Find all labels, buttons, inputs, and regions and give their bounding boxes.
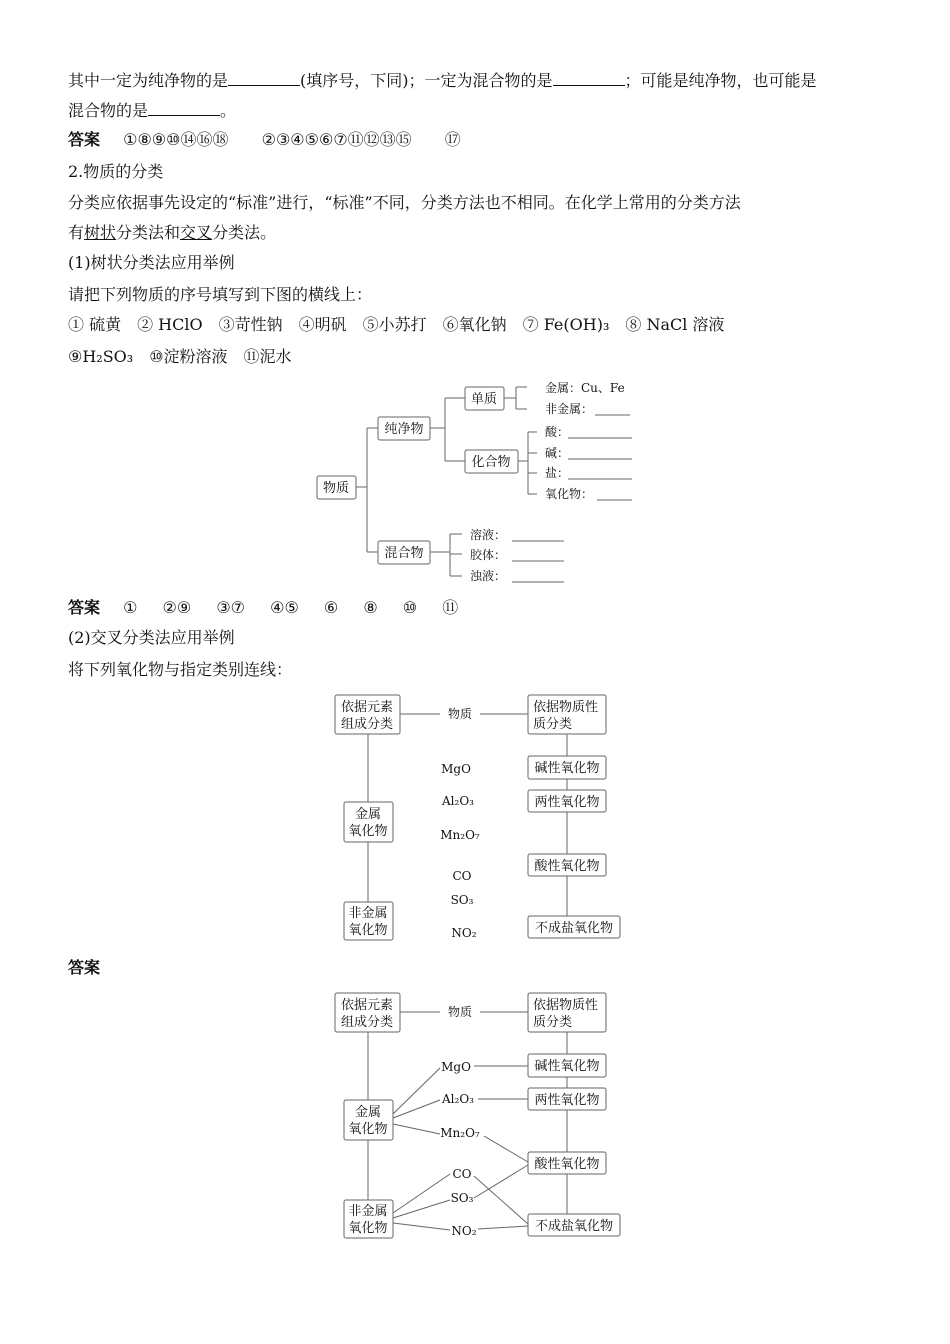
left-top-label: 组成分类 — [340, 717, 394, 732]
answer-item: ⑪ — [442, 598, 459, 617]
oxide-formula: Mn₂O₇ — [440, 828, 480, 842]
metal-oxide-label: 金属 — [354, 807, 382, 822]
text-run: 有 — [68, 223, 85, 242]
oxide-formula: SO₃ — [450, 893, 474, 907]
answer-2 — [68, 598, 478, 618]
basic-label: 碱性氧化物 — [534, 761, 600, 776]
mixture-label: 混合物 — [384, 546, 424, 561]
solution-label: 溶液： — [470, 528, 507, 542]
section-paragraph: 分类应依据事先设定的“标准”进行，“标准”不同，分类方法也不相同。在化学上常用的分类方法 — [68, 193, 741, 212]
intro-text-5: 。 — [220, 101, 237, 120]
nonmetal-oxide-label: 非金属 — [348, 1204, 388, 1219]
section-title: 2.物质的分类 — [68, 162, 164, 181]
answer-label: 答案 — [68, 598, 101, 617]
text-run: 分类法和 — [116, 223, 181, 242]
instruction: 请把下列物质的序号填写到下图的横线上： — [68, 285, 373, 304]
substance-list-1: ① 硫黄 ② HClO ③苛性钠 ④明矾 ⑤小苏打 ⑥氧化钠 ⑦ Fe(OH)₃ ⑧ NaCl 溶液 — [68, 315, 725, 334]
answer-item: ③⑦ — [216, 598, 246, 617]
nonsalt-label: 不成盐氧化物 — [534, 921, 614, 936]
answer-item: ① — [123, 598, 138, 617]
right-top-label: 依据物质性 — [533, 700, 599, 715]
nonmetal-label: 非金属： — [545, 402, 594, 416]
oxide-formula: Mn₂O₇ — [440, 1126, 480, 1140]
pure-label: 纯净物 — [384, 422, 424, 437]
colloid-label: 胶体： — [470, 548, 507, 562]
answer-label: 答案 — [68, 130, 101, 149]
intro-text-4: 混合物的是 — [68, 101, 149, 120]
left-top-label: 依据元素 — [340, 700, 394, 715]
nonsalt-label: 不成盐氧化物 — [534, 1219, 614, 1234]
section-paragraph-2 — [68, 223, 276, 243]
cross-lines — [368, 1012, 567, 1214]
answer-item: ②⑨ — [162, 598, 192, 617]
nonmetal-oxide-label: 氧化物 — [348, 1221, 388, 1236]
oxide-formula: MgO — [441, 762, 471, 776]
cross-lines — [368, 714, 567, 916]
intro-line-1 — [68, 70, 817, 91]
metal-oxide-label: 金属 — [354, 1105, 382, 1120]
nonmetal-oxide-label: 氧化物 — [348, 923, 388, 938]
subsection-title: (1)树状分类法应用举例 — [68, 253, 235, 272]
right-top-label: 质分类 — [533, 1015, 573, 1030]
right-top-label: 依据物质性 — [533, 998, 599, 1013]
text-run: 分类法。 — [212, 223, 277, 242]
basic-label: 碱性氧化物 — [534, 1059, 600, 1074]
answer-connection-lines — [393, 1066, 528, 1230]
answer-label: 答案 — [68, 958, 101, 977]
oxide-label: 氧化物： — [545, 487, 594, 501]
answer-item: ①⑧⑨⑩⑭⑯⑱ — [123, 130, 229, 149]
substance-list-2: ⑨H₂SO₃ ⑩淀粉溶液 ⑪泥水 — [68, 347, 292, 366]
base-label: 碱： — [545, 446, 570, 460]
intro-text-3: ；可能是纯净物，也可能是 — [624, 71, 817, 90]
nonmetal-oxide-label: 非金属 — [348, 906, 388, 921]
salt-label: 盐： — [545, 466, 570, 480]
amphoteric-label: 两性氧化物 — [534, 1093, 600, 1108]
element-label: 单质 — [470, 392, 498, 407]
cross-diagram-question — [0, 690, 950, 950]
metal-oxide-label: 氧化物 — [348, 824, 388, 839]
answer-1 — [68, 130, 481, 150]
answer-item: ⑰ — [444, 130, 461, 149]
root-label: 物质 — [322, 481, 350, 496]
subsection-title: (2)交叉分类法应用举例 — [68, 628, 235, 647]
underlined-term: 树状 — [84, 223, 117, 242]
intro-text-1: 其中一定为纯净物的是 — [68, 71, 229, 90]
center-top-label: 物质 — [447, 1005, 473, 1019]
tree-diagram — [0, 370, 950, 590]
acidic-label: 酸性氧化物 — [534, 859, 600, 874]
underlined-term: 交叉 — [180, 223, 213, 242]
oxide-formula: CO — [452, 869, 472, 883]
blank-mixture — [553, 70, 625, 86]
oxide-formula: NO₂ — [451, 1224, 477, 1238]
acid-label: 酸： — [545, 425, 570, 439]
oxide-formula: CO — [452, 1167, 472, 1181]
metal-oxide-label: 氧化物 — [348, 1122, 388, 1137]
intro-line-2 — [68, 100, 236, 121]
answer-item: ②③④⑤⑥⑦⑪⑫⑬⑮ — [261, 130, 412, 149]
right-top-label: 质分类 — [533, 717, 573, 732]
instruction: 将下列氧化物与指定类别连线： — [68, 660, 293, 679]
left-top-label: 依据元素 — [340, 998, 394, 1013]
suspension-label: 浊液： — [470, 569, 507, 583]
oxide-formula: Al₂O₃ — [442, 794, 474, 808]
compound-label: 化合物 — [471, 455, 511, 470]
answer-item: ⑥ — [323, 598, 339, 617]
blank-either — [148, 100, 220, 116]
intro-text-2: (填序号，下同)；一定为混合物的是 — [300, 71, 553, 90]
answer-item: ⑧ — [363, 598, 378, 617]
answer-item: ④⑤ — [270, 598, 299, 617]
acidic-label: 酸性氧化物 — [534, 1157, 600, 1172]
oxide-formula: Al₂O₃ — [442, 1092, 474, 1106]
oxide-formula: MgO — [441, 1060, 471, 1074]
cross-diagram-answer — [0, 988, 950, 1248]
answer-3 — [68, 958, 100, 978]
left-top-label: 组成分类 — [340, 1015, 394, 1030]
oxide-formula: NO₂ — [451, 926, 477, 940]
answer-item: ⑩ — [402, 598, 418, 617]
blank-pure — [228, 70, 300, 86]
oxide-formula: SO₃ — [450, 1191, 474, 1205]
metal-label: 金属：Cu、Fe — [545, 381, 625, 395]
amphoteric-label: 两性氧化物 — [534, 795, 600, 810]
center-top-label: 物质 — [447, 707, 473, 721]
